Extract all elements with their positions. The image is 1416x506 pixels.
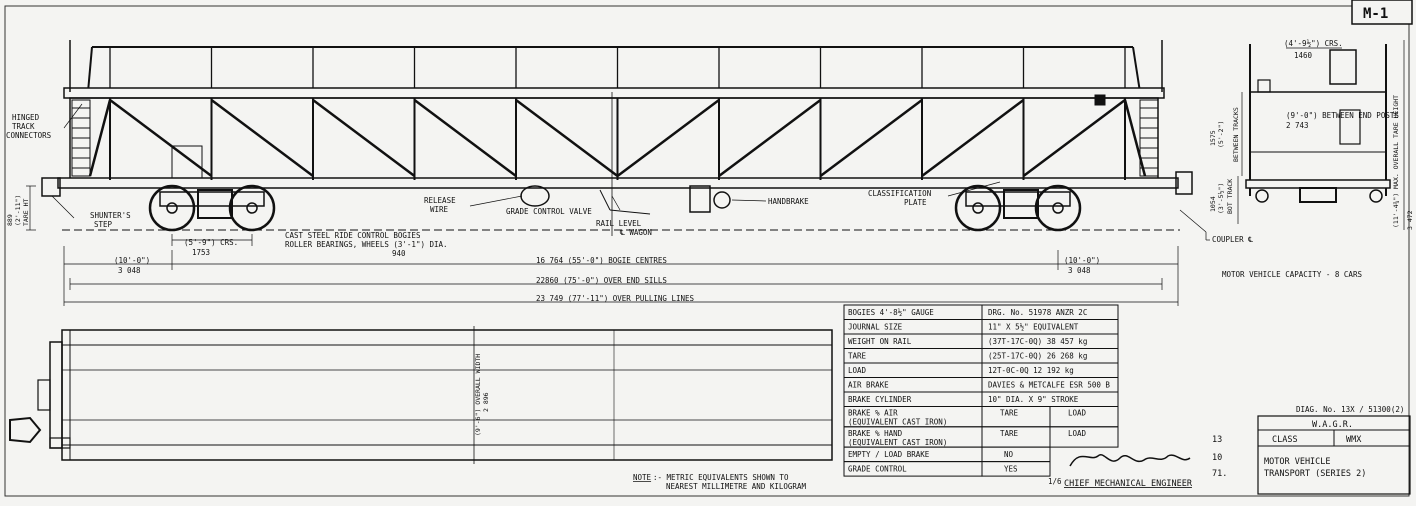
spec-value: 10" DIA. X 9" STROKE [988,395,1079,404]
truss-diagonal [516,100,618,176]
bot-track-word: BOT TRACK [1226,178,1234,214]
classification-plate-1: CLASSIFICATION [868,189,932,198]
label-hinged-1: HINGED [12,113,40,122]
bogie-centres: 16 764 (55'-0") BOGIE CENTRES [536,256,667,265]
diag-no: DIAG. No. 13X / 51300(2) [1296,405,1405,414]
crs-imp: (5'-9") CRS. [184,238,239,247]
spec-tare: TARE [1000,408,1019,418]
tare-ht-word: TARE HT [22,198,30,226]
signature-block [1048,435,1227,489]
spec-load: LOAD [1068,408,1087,418]
truss-diagonal [719,100,821,176]
spec-label: BOGIES 4'-8½" GAUGE [848,308,934,317]
label-shunters-2: STEP [94,220,113,229]
spec-table [844,305,1118,476]
handbrake-label: HANDBRAKE [768,197,809,206]
label-hinged-2: TRACK [12,122,35,131]
bot-track-metric: 1054 [1209,196,1217,212]
spec-label: AIR BRAKE [848,380,889,390]
sheet-border [5,6,1409,496]
capacity-label: MOTOR VEHICLE CAPACITY - 8 CARS [1222,270,1362,279]
max-height: (11'-4¾") MAX. OVERALL TARE HEIGHT [1392,94,1400,228]
bogies-note-1: CAST STEEL RIDE CONTROL BOGIES [285,231,421,240]
sheet-id: M-1 [1363,6,1389,22]
end-right-metric: 3 048 [1068,266,1091,275]
spec-value: (37T-17C-0Q) 38 457 kg [988,337,1088,346]
end-left-metric: 3 048 [118,266,141,275]
class-label: CLASS [1272,435,1298,445]
plan-view [10,326,832,464]
truss-diagonal [110,100,212,176]
truss-diagonal [212,100,314,176]
spec-label: BRAKE % AIR [848,408,898,418]
note-line-1: :- METRIC EQUIVALENTS SHOWN TO [653,473,789,482]
plan-labels [474,354,490,436]
truss-diagonal [90,100,110,176]
signature-scrawl [1070,455,1190,466]
note-prefix: NOTE [633,473,652,482]
spec-label: (EQUIVALENT CAST IRON) [848,417,948,427]
between-end-posts-metric: 2 743 [1286,121,1309,130]
rail-level-2: ℄ WAGON [620,228,652,237]
truss-diagonal [1024,100,1126,176]
max-height-metric: 3 472 [1406,210,1414,230]
overall-width: (9'-6") OVERALL WIDTH [474,353,482,436]
class-value: WMX [1346,435,1362,445]
label-hinged-3: CONNECTORS [6,131,52,140]
title-desc-1: MOTOR VEHICLE [1264,457,1331,467]
spec-label: JOURNAL SIZE [848,322,903,332]
end-crs-metric: 1460 [1294,51,1313,60]
end-labels [1209,39,1414,279]
spec-value: NO [1004,450,1014,460]
rail-level-1: RAIL LEVEL [596,219,642,228]
title-desc-2: TRANSPORT (SERIES 2) [1264,469,1367,479]
spec-label: BRAKE CYLINDER [848,395,912,404]
side-elevation [42,40,1192,236]
over-end-sills: 22860 (75'-0") OVER END SILLS [536,276,667,285]
spec-value: YES [1004,464,1018,474]
truss-diagonal [922,100,1024,176]
over-pulling-lines: 23 749 (77'-11") OVER PULLING LINES [536,294,695,303]
spec-label: (EQUIVALENT CAST IRON) [848,437,948,447]
bogie-right [956,186,1080,230]
date-year: 71. [1212,469,1228,479]
end-right-imp: (10'-0") [1064,256,1101,265]
between-tracks-imp: (5'-2") [1217,120,1225,148]
truss-diagonal [821,100,923,176]
spec-value-cell [982,447,1050,462]
release-wire-2: WIRE [430,205,449,214]
tare-ht-imp: (2'-11") [14,194,22,226]
coupler-label: COUPLER ℄ [1212,235,1253,244]
classification-plate-2: PLATE [904,198,927,207]
end-crs-imp: (4'-9½") CRS. [1284,39,1343,48]
title-block [1258,405,1410,494]
spec-label: EMPTY / LOAD BRAKE [848,450,930,460]
truss-diagonal [618,100,720,176]
spec-label: LOAD [848,366,867,375]
truss-diagonal [415,100,517,176]
date-day: 13 [1212,435,1223,445]
date-month: 10 [1212,453,1223,463]
crs-metric: 1753 [192,248,211,257]
end-left-imp: (10'-0") [114,256,151,265]
between-tracks-word: BETWEEN TRACKS [1232,107,1240,162]
label-shunters-1: SHUNTER'S [90,211,131,220]
spec-label: GRADE CONTROL [848,464,907,474]
spec-label: BRAKE % HAND [848,428,903,438]
spec-label: WEIGHT ON RAIL [848,337,912,346]
spec-value: 12T-0C-0Q 12 192 kg [988,366,1074,375]
release-wire-1: RELEASE [424,196,456,205]
bot-track-imp: (3'-5½") [1217,182,1225,214]
truss-diagonal [313,100,415,176]
spec-value: DRG. No. 51978 ANZR 2C [988,308,1088,317]
overall-width-metric: 2 896 [482,392,490,412]
grade-control-valve: GRADE CONTROL VALVE [506,207,592,216]
org-label: W.A.G.R. [1312,420,1353,430]
spec-value: 11" X 5½" EQUIVALENT [988,322,1079,332]
spec-value: DAVIES & METCALFE ESR 500 B [988,380,1110,390]
chief-engineer: CHIEF MECHANICAL ENGINEER [1064,479,1192,489]
spec-load: LOAD [1068,428,1087,438]
bogies-note-3: 940 [392,249,406,258]
spec-label: TARE [848,351,867,361]
sheet-id-box [1352,0,1412,24]
bogie-left [150,186,274,230]
note-line-2: NEAREST MILLIMETRE AND KILOGRAM [666,482,806,491]
signature-fraction: 1/6 [1048,477,1062,486]
metric-note [633,473,806,491]
bogies-note-2: ROLLER BEARINGS, WHEELS (3'-1") DIA. [285,240,448,249]
between-tracks-metric: 1575 [1209,130,1217,146]
tare-ht-metric: 889 [6,214,14,226]
between-end-posts: (9'-0") BETWEEN END POSTS [1286,111,1399,120]
spec-value: (25T-17C-0Q) 26 268 kg [988,351,1088,361]
side-labels [6,113,1100,303]
spec-tare: TARE [1000,428,1019,438]
